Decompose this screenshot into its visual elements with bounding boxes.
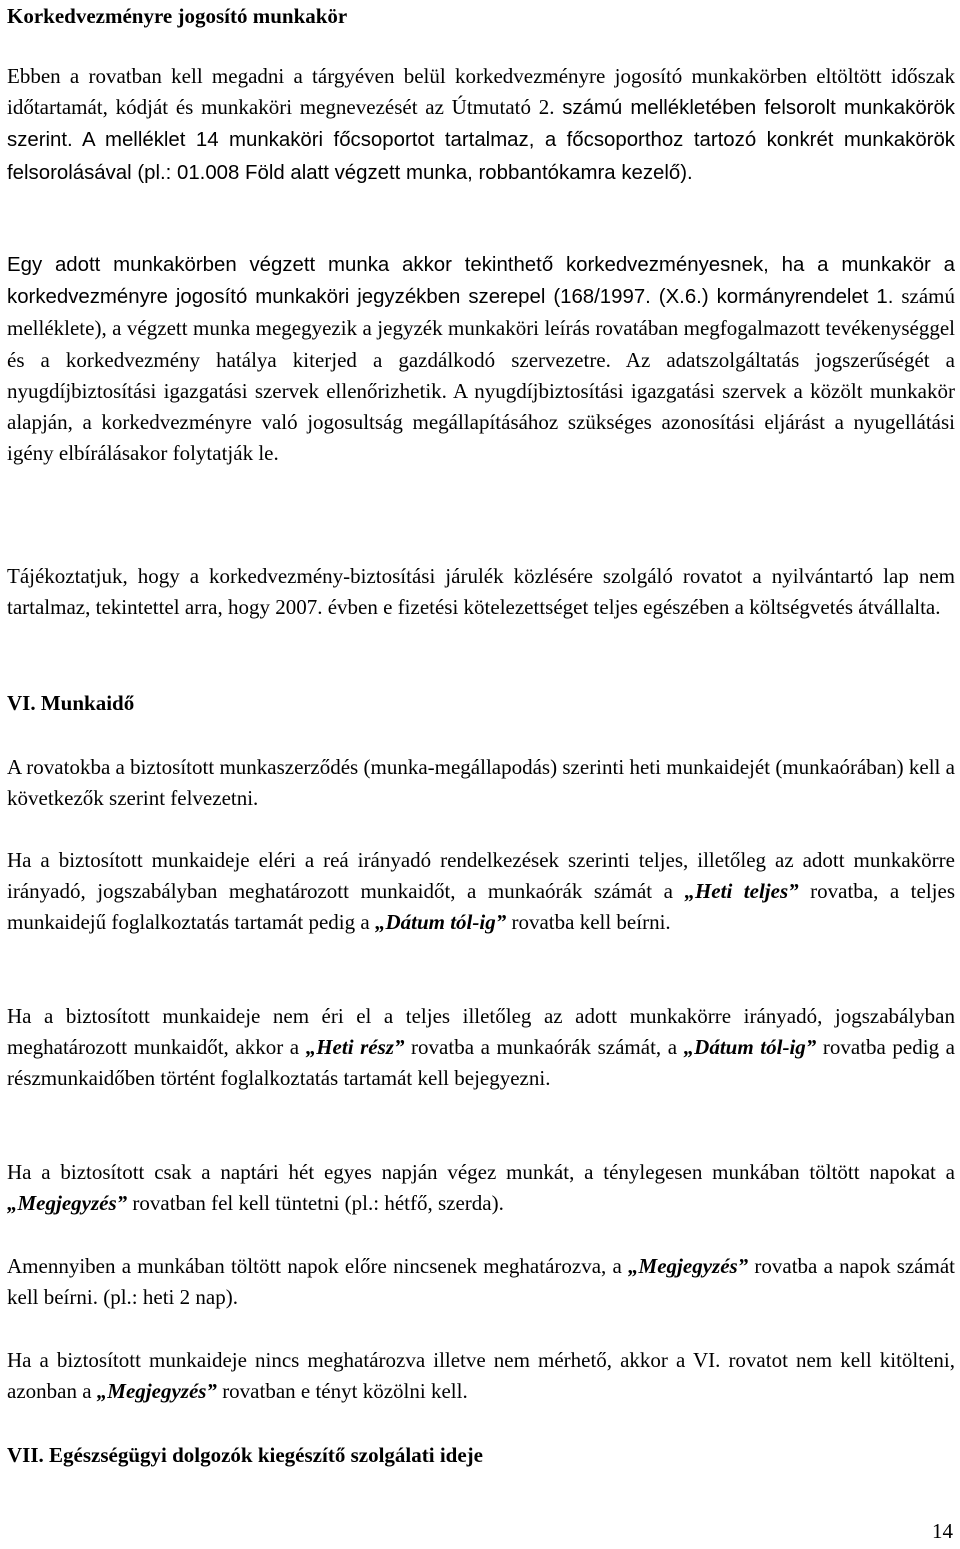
paragraph-text: Ha a biztosított csak a naptári hét egyes napján végez munkát, a ténylegesen munkában töltött napokat a — [7, 1160, 955, 1184]
heading-job-title: Korkedvezményre jogosító munkakör — [7, 4, 348, 28]
field-name-heti-resz: „Heti rész” — [305, 1035, 405, 1060]
paragraph-undetermined-days — [7, 1251, 955, 1313]
field-name-heti-teljes: „Heti teljes” — [684, 879, 799, 904]
paragraph-text: Ebben a rovatban kell megadni a tárgyéven belül korkedvezményre jogosító munkakörben eltöltött időszak időtartamát, kódját és munkaköri megnevezését az Útmutató 2. — [7, 64, 955, 120]
field-name-datum-tol-ig: „Dátum tól-ig” — [683, 1035, 817, 1060]
paragraph-text: rovatban e tényt közölni kell. — [216, 1379, 468, 1404]
paragraph-eligibility — [7, 249, 955, 469]
paragraph-text: rovatban fel kell tüntetni (pl.: hétfő, szerda). — [127, 1191, 504, 1216]
paragraph-full-time — [7, 845, 955, 939]
paragraph-unmeasurable — [7, 1345, 955, 1407]
paragraph-text: Ha a biztosított munkaideje eléri a reá irányadó rendelkezések szerinti teljes, illetőleg az adott munkakörre irányadó, jogszabályban meghatározott munkaidőt, a munkaórák számát a — [7, 848, 955, 904]
paragraph-specific-days — [7, 1157, 955, 1219]
paragraph-text: Amennyiben a munkában töltött napok előre nincsenek meghatározva, a — [7, 1254, 629, 1278]
field-name-megjegyzes: „Megjegyzés” — [7, 1191, 128, 1216]
paragraph-job-title-intro — [7, 61, 955, 189]
paragraph-text: számú melléklete), a végzett munka megegyezik a jegyzék munkaköri leírás rovatában megfogalmazott tevékenységgel és a korkedvezmény hatálya kiterjed a gazdálkodó szervezetre. Az adatszolgáltatás jogszerűségét a nyugdíjbiztosítási igazgatási szervek ellenőrizhetik. A nyugdíjbiztosítási igazgatási szervek a közölt munkakör alapján, a korkedvezményre való jogosultság megállapításához szükséges azonosítási eljárást a nyugellátási igény elbírálásakor folytatják le. — [7, 284, 955, 466]
paragraph-working-hours-intro: A rovatokba a biztosított munkaszerződés (munka-megállapodás) szerinti heti munkaidejét (munkaórában) kell a következők szerint felvezetni. — [7, 755, 955, 811]
paragraph-contribution-note: Tájékoztatjuk, hogy a korkedvezmény-biztosítási járulék közlésére szolgáló rovatot a nyilvántartó lap nem tartalmaz, tekintettel arra, hogy 2007. évben e fizetési kötelezettséget teljes egészében a költségvetés átvállalta. — [7, 564, 955, 620]
field-name-megjegyzes: „Megjegyzés” — [96, 1379, 217, 1404]
paragraph-text: rovatba kell beírni. — [506, 910, 671, 935]
paragraph-text: rovatba a munkaórák számát, a — [404, 1035, 684, 1060]
paragraph-text: rovatba a napok számát kell beírni. (pl.: heti 2 nap). — [7, 1254, 955, 1310]
paragraph-part-time — [7, 1001, 955, 1095]
field-name-megjegyzes: „Megjegyzés” — [628, 1254, 749, 1278]
paragraph-text: rovatba, a teljes munkaidejű foglalkoztatás tartamát pedig a — [7, 879, 955, 935]
paragraph-text: Ha a biztosított munkaideje nem éri el a teljes illetőleg az adott munkakörre irányadó, jogszabályban meghatározott munkaidőt, akkor a — [7, 1004, 955, 1060]
heading-section-vii: VII. Egészségügyi dolgozók kiegészítő szolgálati ideje — [7, 1443, 483, 1467]
paragraph-text: rovatba pedig a részmunkaidőben történt foglalkoztatás tartamát kell bejegyezni. — [7, 1035, 956, 1091]
paragraph-text: számú mellékletében felsorolt munkakörök szerint. A melléklet 14 munkaköri főcsoportot tartalmaz, a főcsoporthoz tartozó konkrét munkakörök felsorolásával (pl.: 01.008 Föld alatt végzett munka, robbantókamra kezelő). — [7, 97, 955, 184]
paragraph-text: Egy adott munkakörben végzett munka akkor tekinthető korkedvezményesnek, ha a munkakör a korkedvezményre jogosító munkaköri jegyzékben szerepel (168/1997. (X.6.) kormányrendelet 1. — [7, 254, 955, 309]
field-name-datum-tol-ig: „Dátum tól-ig” — [374, 910, 507, 935]
heading-section-vi: VI. Munkaidő — [7, 691, 135, 715]
paragraph-text: Ha a biztosított munkaideje nincs meghatározva illetve nem mérhető, akkor a VI. rovatot nem kell kitölteni, azonban a — [7, 1348, 955, 1404]
page-number: 14 — [932, 1519, 953, 1543]
